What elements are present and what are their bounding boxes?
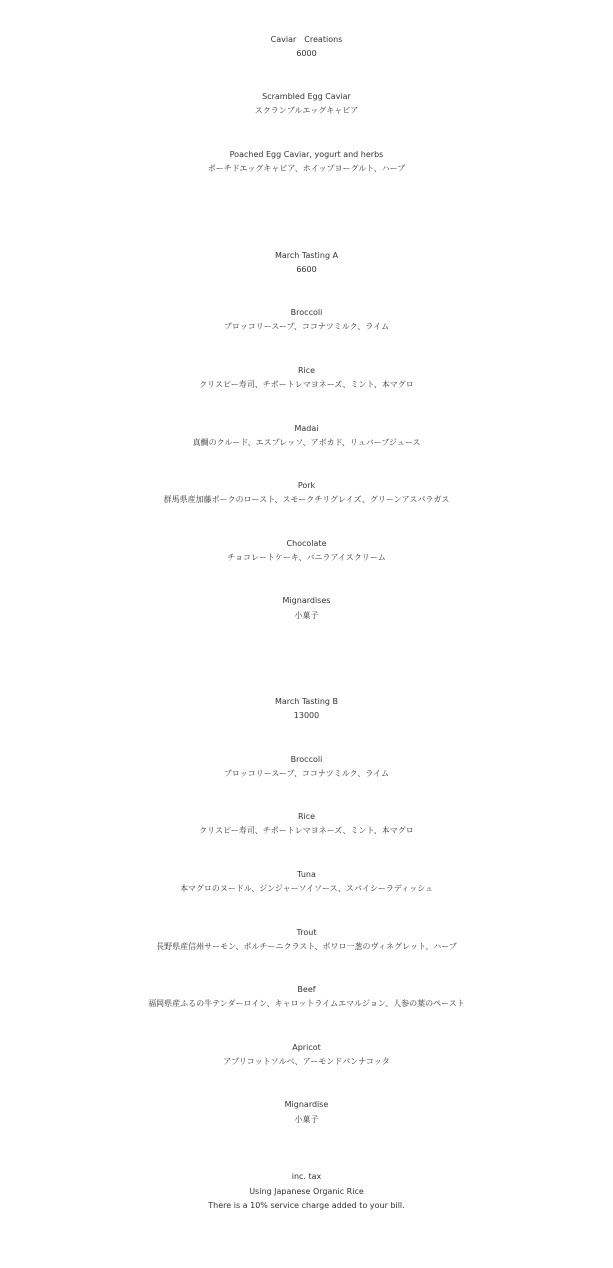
course-description-ja: クリスピー寿司、チポートレマヨネーズ、ミント、本マグロ (199, 826, 414, 835)
course-name-en: Rice (297, 812, 316, 821)
course-description-ja: 長野県産信州サーモン、ポルチーニクラスト、ポワロ一葱のヴィネグレット、ハーブ (156, 942, 457, 951)
course-name-en: Madai (294, 424, 319, 433)
course-description-ja: 本マグロのヌードル、ジンジャーソイソース、スパイシーラディッシュ (179, 884, 434, 893)
service-charge-note: There is a 10% service charge added to your bill. (208, 1201, 405, 1210)
tasting-b-title: March Tasting B (274, 697, 339, 706)
course-description-ja: 真鯛のクルード、エスプレッソ、アボカド、リュバーブジュース (192, 438, 421, 447)
course-name-en: Broccoli (290, 755, 323, 764)
course-name-en: Poached Egg Caviar, yogurt and herbs (229, 150, 384, 159)
tasting-a-price: 6600 (296, 265, 317, 274)
course-description-ja: 群馬県産加藤ポークのロースト、スモークチリグレイズ、グリーンアスパラガス (163, 495, 450, 504)
caviar-section-title: Caviar Creations (270, 35, 343, 44)
caviar-section-price: 6000 (296, 49, 317, 58)
course-name-en: Trout (296, 928, 317, 937)
course-description-ja: アプリコットソルベ、アーモンドパンナコッタ (223, 1057, 390, 1066)
organic-rice-note: Using Japanese Organic Rice (249, 1187, 364, 1196)
course-description-ja: ポーチドエッグキャビア、ホイップヨーグルト、ハーブ (207, 164, 406, 173)
course-name-en: Chocolate (286, 539, 327, 548)
course-name-en: Scrambled Egg Caviar (262, 92, 351, 101)
course-description-ja: 小菓子 (294, 611, 319, 620)
course-description-ja: 福岡県産ふるの牛テンダーロイン、キャロットライムエマルジョン、人参の葉のペースト (148, 999, 465, 1008)
course-description-ja: 小菓子 (294, 1115, 319, 1124)
tasting-a-title: March Tasting A (274, 251, 339, 260)
course-name-en: Tuna (297, 870, 316, 879)
tasting-b-price: 13000 (293, 711, 320, 720)
course-description-ja: ブロッコリースープ、ココナツミルク、ライム (223, 769, 390, 778)
course-name-en: Apricot (292, 1043, 321, 1052)
course-name-en: Pork (297, 481, 316, 490)
tax-note: inc. tax (291, 1172, 322, 1181)
course-description-ja: ブロッコリースープ、ココナツミルク、ライム (223, 322, 390, 331)
course-description-ja: クリスピー寿司、チポートレマヨネーズ、ミント、本マグロ (199, 380, 414, 389)
course-description-ja: チョコレートケーキ、バニラアイスクリーム (227, 553, 386, 562)
course-name-en: Beef (297, 985, 316, 994)
course-name-en: Mignardises (282, 596, 331, 605)
course-name-en: Mignardise (284, 1100, 329, 1109)
course-name-en: Rice (297, 366, 316, 375)
course-name-en: Broccoli (290, 308, 323, 317)
course-description-ja: スクランブルエッグキャビア (254, 106, 359, 115)
